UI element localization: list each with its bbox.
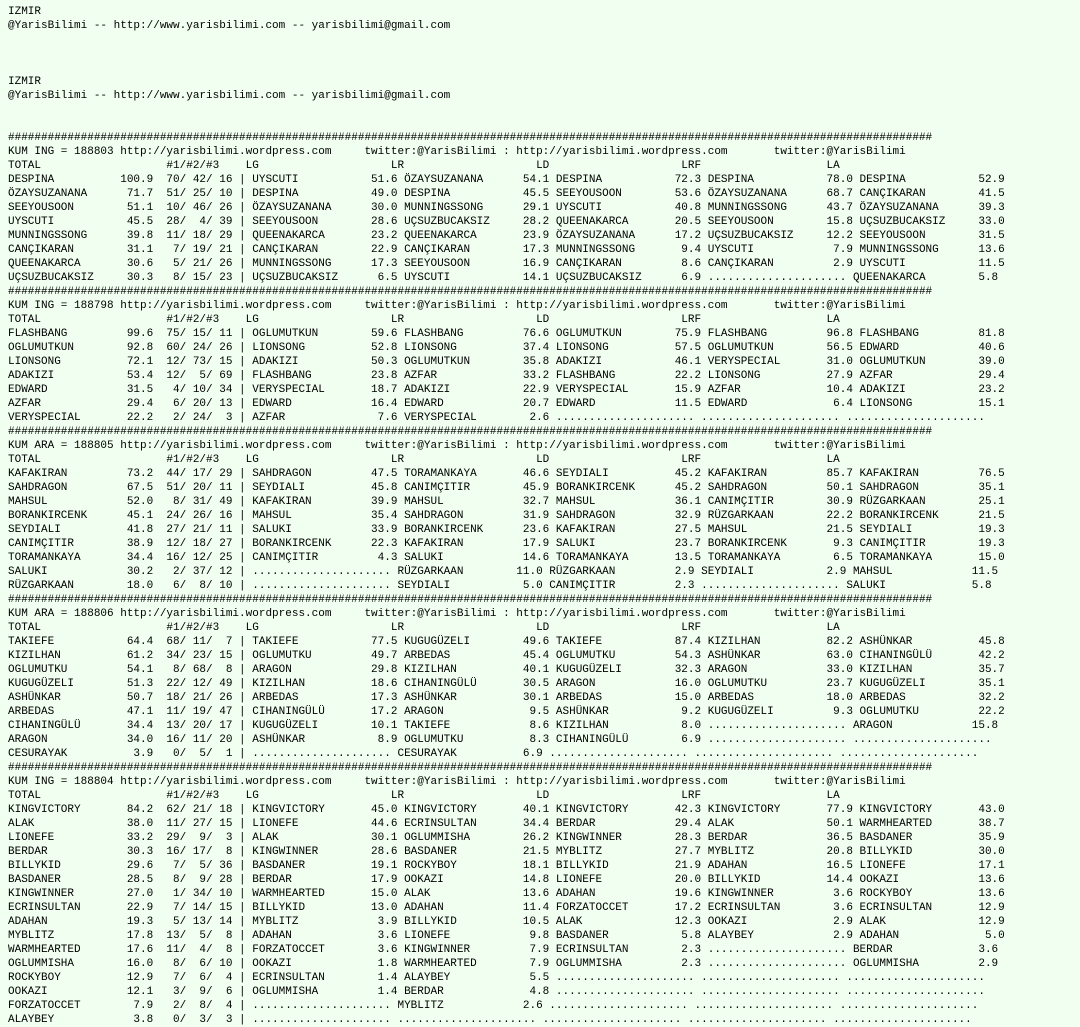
column-header-line: TOTAL #1/#2/#3 LG LR LD LRF LA	[8, 454, 840, 466]
blank-line	[8, 33, 1005, 47]
text-line: @YarisBilimi -- http://www.yarisbilimi.com -- yarisbilimi@gmail.com	[8, 90, 451, 102]
result-row: UYSCUTI 45.5 28/ 4/ 39 | SEEYOUSOON 28.6 UÇSUZBUCAKSIZ 28.2 QUEENAKARCA 20.5 SEEYOUSOON 15.8 UÇSUZBUCAKSIZ 33.0	[8, 216, 1005, 228]
result-row: ALAYBEY 3.8 0/ 3/ 3 | ..................... ..................... ..................... ..................... .....................	[8, 1014, 972, 1026]
result-row: KIZILHAN 61.2 34/ 23/ 15 | OGLUMUTKU 49.7 ARBEDAS 45.4 OGLUMUTKU 54.3 ASHÜNKAR 63.0 CIHANINGÜLÜ 42.2	[8, 650, 1005, 662]
result-row: QUEENAKARCA 30.6 5/ 21/ 26 | MUNNINGSSONG 17.3 SEEYOUSOON 16.9 CANÇIKARAN 8.6 CANÇIKARAN 2.9 UYSCUTI 11.5	[8, 258, 1005, 270]
result-row: OGLUMMISHA 16.0 8/ 6/ 10 | OOKAZI 1.8 WARMHEARTED 7.9 OGLUMMISHA 2.3 ..................... OGLUMMISHA 2.9	[8, 958, 999, 970]
result-row: ASHÜNKAR 50.7 18/ 21/ 26 | ARBEDAS 17.3 ASHÜNKAR 30.1 ARBEDAS 15.0 ARBEDAS 18.0 ARBEDAS 32.2	[8, 692, 1005, 704]
result-row: ADAHAN 19.3 5/ 13/ 14 | MYBLITZ 3.9 BILLYKID 10.5 ALAK 12.3 OOKAZI 2.9 ALAK 12.9	[8, 916, 1005, 928]
result-row: CANIMÇITIR 38.9 12/ 18/ 27 | BORANKIRCENK 22.3 KAFAKIRAN 17.9 SALUKI 23.7 BORANKIRCENK 9.3 CANIMÇITIR 19.3	[8, 538, 1005, 550]
separator-line: ############################################################################################################################################	[8, 594, 933, 606]
text-line: IZMIR	[8, 6, 42, 18]
race-header-line: KUM ING = 188798 http://yarisbilimi.wordpress.com twitter:@YarisBilimi : http://yarisbilimi.wordpress.com twitter:@YarisBilimi	[8, 300, 906, 312]
result-row: SAHDRAGON 67.5 51/ 20/ 11 | SEYDIALI 45.8 CANIMÇITIR 45.9 BORANKIRCENK 45.2 SAHDRAGON 50.1 SAHDRAGON 35.1	[8, 482, 1005, 494]
result-row: BORANKIRCENK 45.1 24/ 26/ 16 | MAHSUL 35.4 SAHDRAGON 31.9 SAHDRAGON 32.9 RÜZGARKAAN 22.2 BORANKIRCENK 21.5	[8, 510, 1005, 522]
result-row: LIONSONG 72.1 12/ 73/ 15 | ADAKIZI 50.3 OGLUMUTKUN 35.8 ADAKIZI 46.1 VERYSPECIAL 31.0 OGLUMUTKUN 39.0	[8, 356, 1005, 368]
column-header-line: TOTAL #1/#2/#3 LG LR LD LRF LA	[8, 314, 840, 326]
result-row: EDWARD 31.5 4/ 10/ 34 | VERYSPECIAL 18.7 ADAKIZI 22.9 VERYSPECIAL 15.9 AZFAR 10.4 ADAKIZI 23.2	[8, 384, 1005, 396]
text-line: @YarisBilimi -- http://www.yarisbilimi.com -- yarisbilimi@gmail.com	[8, 20, 451, 32]
result-row: LIONEFE 33.2 29/ 9/ 3 | ALAK 30.1 OGLUMMISHA 26.2 KINGWINNER 28.3 BERDAR 36.5 BASDANER 35.9	[8, 832, 1005, 844]
blank-line	[8, 117, 1005, 131]
blank-line	[8, 47, 1005, 61]
result-row: KAFAKIRAN 73.2 44/ 17/ 29 | SAHDRAGON 47.5 TORAMANKAYA 46.6 SEYDIALI 45.2 KAFAKIRAN 85.7 KAFAKIRAN 76.5	[8, 468, 1005, 480]
column-header-line: TOTAL #1/#2/#3 LG LR LD LRF LA	[8, 622, 840, 634]
result-row: OGLUMUTKUN 92.8 60/ 24/ 26 | LIONSONG 52.8 LIONSONG 37.4 LIONSONG 57.5 OGLUMUTKUN 56.5 EDWARD 40.6	[8, 342, 1005, 354]
text-line: IZMIR	[8, 76, 42, 88]
separator-line: ############################################################################################################################################	[8, 762, 933, 774]
result-row: WARMHEARTED 17.6 11/ 4/ 8 | FORZATOCCET 3.6 KINGWINNER 7.9 ECRINSULTAN 2.3 ..................... BERDAR 3.6	[8, 944, 999, 956]
result-row: TORAMANKAYA 34.4 16/ 12/ 25 | CANIMÇITIR 4.3 SALUKI 14.6 TORAMANKAYA 13.5 TORAMANKAYA 6.5 TORAMANKAYA 15.0	[8, 552, 1005, 564]
result-row: TAKIEFE 64.4 68/ 11/ 7 | TAKIEFE 77.5 KUGUGÜZELI 49.6 TAKIEFE 87.4 KIZILHAN 82.2 ASHÜNKAR 45.8	[8, 636, 1005, 648]
result-row: ALAK 38.0 11/ 27/ 15 | LIONEFE 44.6 ECRINSULTAN 34.4 BERDAR 29.4 ALAK 50.1 WARMHEARTED 38.7	[8, 818, 1005, 830]
result-row: KINGWINNER 27.0 1/ 34/ 10 | WARMHEARTED 15.0 ALAK 13.6 ADAHAN 19.6 KINGWINNER 3.6 ROCKYBOY 13.6	[8, 888, 1005, 900]
result-row: DESPINA 100.9 70/ 42/ 16 | UYSCUTI 51.6 ÖZAYSUZANANA 54.1 DESPINA 72.3 DESPINA 78.0 DESPINA 52.9	[8, 174, 1005, 186]
result-row: UÇSUZBUCAKSIZ 30.3 8/ 15/ 23 | UÇSUZBUCAKSIZ 6.5 UYSCUTI 14.1 UÇSUZBUCAKSIZ 6.9 ..................... QUEENAKARCA 5.8	[8, 272, 999, 284]
blank-line	[8, 61, 1005, 75]
race-header-line: KUM ING = 188804 http://yarisbilimi.wordpress.com twitter:@YarisBilimi : http://yarisbilimi.wordpress.com twitter:@YarisBilimi	[8, 776, 906, 788]
result-row: ADAKIZI 53.4 12/ 5/ 69 | FLASHBANG 23.8 AZFAR 33.2 FLASHBANG 22.2 LIONSONG 27.9 AZFAR 29.4	[8, 370, 1005, 382]
result-row: OOKAZI 12.1 3/ 9/ 6 | OGLUMMISHA 1.4 BERDAR 4.8 ..................... ..................... .....................	[8, 986, 985, 998]
result-row: KINGVICTORY 84.2 62/ 21/ 18 | KINGVICTORY 45.0 KINGVICTORY 40.1 KINGVICTORY 42.3 KINGVICTORY 77.9 KINGVICTORY 43.0	[8, 804, 1005, 816]
result-row: MAHSUL 52.0 8/ 31/ 49 | KAFAKIRAN 39.9 MAHSUL 32.7 MAHSUL 36.1 CANIMÇITIR 30.9 RÜZGARKAAN 25.1	[8, 496, 1005, 508]
result-row: FLASHBANG 99.6 75/ 15/ 11 | OGLUMUTKUN 59.6 FLASHBANG 76.6 OGLUMUTKUN 75.9 FLASHBANG 96.8 FLASHBANG 81.8	[8, 328, 1005, 340]
result-row: BILLYKID 29.6 7/ 5/ 36 | BASDANER 19.1 ROCKYBOY 18.1 BILLYKID 21.9 ADAHAN 16.5 LIONEFE 17.1	[8, 860, 1005, 872]
result-row: SEYDIALI 41.8 27/ 21/ 11 | SALUKI 33.9 BORANKIRCENK 23.6 KAFAKIRAN 27.5 MAHSUL 21.5 SEYDIALI 19.3	[8, 524, 1005, 536]
separator-line: ############################################################################################################################################	[8, 286, 933, 298]
result-row: ARBEDAS 47.1 11/ 19/ 47 | CIHANINGÜLÜ 17.2 ARAGON 9.5 ASHÜNKAR 9.2 KUGUGÜZELI 9.3 OGLUMUTKU 22.2	[8, 706, 1005, 718]
result-row: ROCKYBOY 12.9 7/ 6/ 4 | ECRINSULTAN 1.4 ALAYBEY 5.5 ..................... ..................... .....................	[8, 972, 985, 984]
result-row: KUGUGÜZELI 51.3 22/ 12/ 49 | KIZILHAN 18.6 CIHANINGÜLÜ 30.5 ARAGON 16.0 OGLUMUTKU 23.7 KUGUGÜZELI 35.1	[8, 678, 1005, 690]
race-header-line: KUM ARA = 188806 http://yarisbilimi.wordpress.com twitter:@YarisBilimi : http://yarisbilimi.wordpress.com twitter:@YarisBilimi	[8, 608, 906, 620]
separator-line: ############################################################################################################################################	[8, 426, 933, 438]
column-header-line: TOTAL #1/#2/#3 LG LR LD LRF LA	[8, 790, 840, 802]
separator-line: ############################################################################################################################################	[8, 132, 933, 144]
race-header-line: KUM ING = 188803 http://yarisbilimi.wordpress.com twitter:@YarisBilimi : http://yarisbilimi.wordpress.com twitter:@YarisBilimi	[8, 146, 906, 158]
result-row: ECRINSULTAN 22.9 7/ 14/ 15 | BILLYKID 13.0 ADAHAN 11.4 FORZATOCCET 17.2 ECRINSULTAN 3.6 ECRINSULTAN 12.9	[8, 902, 1005, 914]
result-row: MUNNINGSSONG 39.8 11/ 18/ 29 | QUEENAKARCA 23.2 QUEENAKARCA 23.9 ÖZAYSUZANANA 17.2 UÇSUZBUCAKSIZ 12.2 SEEYOUSOON 31.5	[8, 230, 1005, 242]
result-row: FORZATOCCET 7.9 2/ 8/ 4 | ..................... MYBLITZ 2.6 ..................... ..................... .....................	[8, 1000, 979, 1012]
result-row: MYBLITZ 17.8 13/ 5/ 8 | ADAHAN 3.6 LIONEFE 9.8 BASDANER 5.8 ALAYBEY 2.9 ADAHAN 5.0	[8, 930, 1005, 942]
blank-line	[8, 103, 1005, 117]
result-row: BASDANER 28.5 8/ 9/ 28 | BERDAR 17.9 OOKAZI 14.8 LIONEFE 20.0 BILLYKID 14.4 OOKAZI 13.6	[8, 874, 1005, 886]
result-row: AZFAR 29.4 6/ 20/ 13 | EDWARD 16.4 EDWARD 20.7 EDWARD 11.5 EDWARD 6.4 LIONSONG 15.1	[8, 398, 1005, 410]
result-row: SEEYOUSOON 51.1 10/ 46/ 26 | ÖZAYSUZANANA 30.0 MUNNINGSSONG 29.1 UYSCUTI 40.8 MUNNINGSSONG 43.7 ÖZAYSUZANANA 39.3	[8, 202, 1005, 214]
result-row: CESURAYAK 3.9 0/ 5/ 1 | ..................... CESURAYAK 6.9 ..................... ..................... .....................	[8, 748, 979, 760]
result-row: SALUKI 30.2 2/ 37/ 12 | ..................... RÜZGARKAAN 11.0 RÜZGARKAAN 2.9 SEYDIALI 2.9 MAHSUL 11.5	[8, 566, 999, 578]
result-row: VERYSPECIAL 22.2 2/ 24/ 3 | AZFAR 7.6 VERYSPECIAL 2.6 ..................... ..................... .....................	[8, 412, 985, 424]
result-row: OGLUMUTKU 54.1 8/ 68/ 8 | ARAGON 29.8 KIZILHAN 40.1 KUGUGÜZELI 32.3 ARAGON 33.0 KIZILHAN 35.7	[8, 664, 1005, 676]
result-row: RÜZGARKAAN 18.0 6/ 8/ 10 | ..................... SEYDIALI 5.0 CANIMÇITIR 2.3 ..................... SALUKI 5.8	[8, 580, 992, 592]
result-row: ÖZAYSUZANANA 71.7 51/ 25/ 10 | DESPINA 49.0 DESPINA 45.5 SEEYOUSOON 53.6 ÖZAYSUZANANA 68.7 CANÇIKARAN 41.5	[8, 188, 1005, 200]
result-row: CIHANINGÜLÜ 34.4 13/ 20/ 17 | KUGUGÜZELI 10.1 TAKIEFE 8.6 KIZILHAN 8.0 ..................... ARAGON 15.8	[8, 720, 999, 732]
result-row: BERDAR 30.3 16/ 17/ 8 | KINGWINNER 28.6 BASDANER 21.5 MYBLITZ 27.7 MYBLITZ 20.8 BILLYKID 30.0	[8, 846, 1005, 858]
column-header-line: TOTAL #1/#2/#3 LG LR LD LRF LA	[8, 160, 840, 172]
result-row: CANÇIKARAN 31.1 7/ 19/ 21 | CANÇIKARAN 22.9 CANÇIKARAN 17.3 MUNNINGSSONG 9.4 UYSCUTI 7.9 MUNNINGSSONG 13.6	[8, 244, 1005, 256]
race-header-line: KUM ARA = 188805 http://yarisbilimi.wordpress.com twitter:@YarisBilimi : http://yarisbilimi.wordpress.com twitter:@YarisBilimi	[8, 440, 906, 452]
result-row: ARAGON 34.0 16/ 11/ 20 | ASHÜNKAR 8.9 OGLUMUTKU 8.3 CIHANINGÜLÜ 6.9 ..................... .....................	[8, 734, 992, 746]
race-report-document	[8, 5, 1005, 1027]
